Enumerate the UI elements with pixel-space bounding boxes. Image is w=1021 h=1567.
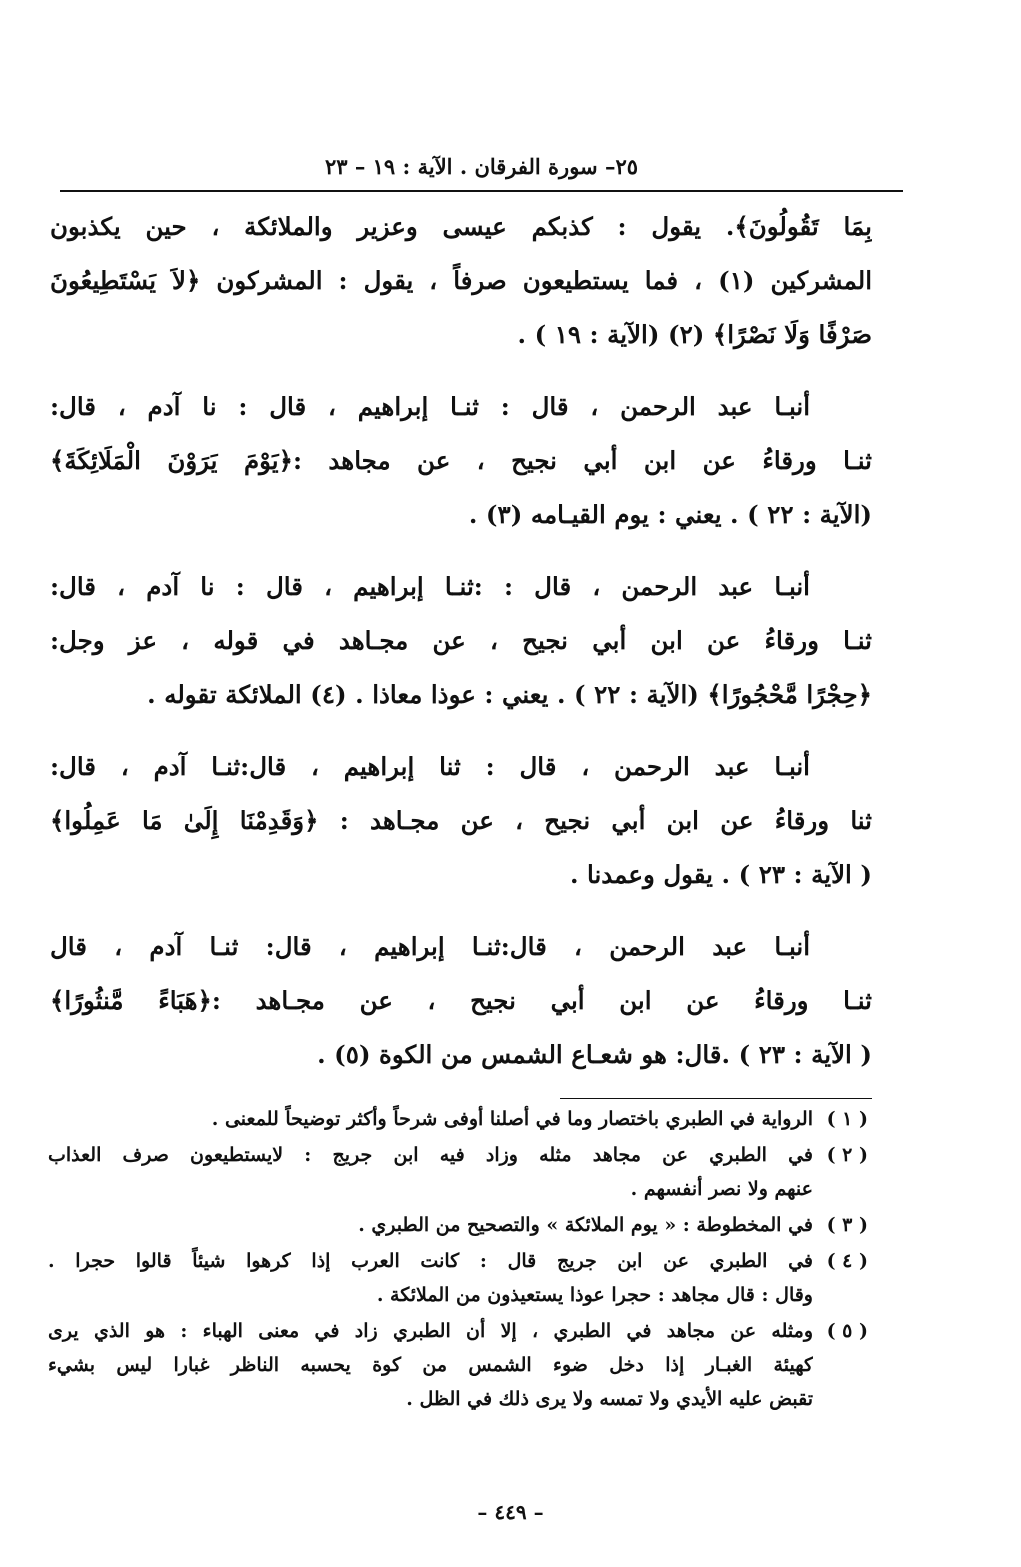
text-line: ثنا ورقاءُ عن ابن أبي نجيح ، عن مجـاهد : ﴿وَقَدِمْنَا إِلَىٰ مَا عَمِلُوا﴾ [50, 806, 872, 835]
text-line: أنبـا عبد الرحمن ، قال : ثنا إبراهيم ، قال:ثنـا آدم ، قال: [50, 752, 810, 781]
paragraph [50, 920, 872, 1082]
page-number: – ٤٤٩ – [477, 1500, 544, 1524]
text-line: ( الآية : ٢٣ ) . يقول وعمدنا . [569, 860, 872, 889]
footnote [48, 1314, 868, 1416]
footnote-line: في الطبري عن مجاهد مثله وزاد فيه ابن جريج : لايستطيعون صرف العذاب [48, 1144, 813, 1166]
footnote-line: في الطبري عن ابن جريج قال : كانت العرب إذا كرهوا شيئاً قالوا حجرا . [48, 1250, 813, 1272]
running-header: ٢٥– سورة الفرقان . الآية : ١٩ – ٢٣ [324, 154, 639, 179]
paragraph [50, 560, 872, 722]
footnote-number: ( ٣ ) [826, 1214, 868, 1236]
footnote [48, 1102, 868, 1136]
text-line: أنبـا عبد الرحمن ، قال:ثنـا إبراهيم ، قال: ثنـا آدم ، قال [50, 932, 810, 961]
text-line: بِمَا تَقُولُونَ﴾. يقول : كذبكم عيسى وعزير والملائكة ، حين يكذبون [50, 212, 872, 241]
footnote-number: ( ١ ) [826, 1108, 868, 1130]
text-line: أنبـا عبد الرحمن ، قال : ثنـا إبراهيم ، قال : نا آدم ، قال: [50, 392, 810, 421]
footnotes [48, 1102, 868, 1418]
paragraph [50, 740, 872, 902]
text-line: ثنـا ورقاءُ عن ابن أبي نجيح ، عن مجاهد :﴿يَوْمَ يَرَوْنَ الْمَلَائِكَةَ﴾ [50, 446, 872, 475]
text-line: ثنـا ورقاءُ عن ابن أبي نجيح ، عن مجـاهد :﴿هَبَاءً مَّنثُورًا﴾ [50, 986, 872, 1015]
footnote-line: في المخطوطة : « يوم الملائكة » والتصحيح من الطبري . [358, 1214, 813, 1236]
text-line: صَرْفًا وَلَا نَصْرًا﴾ (٢) (الآية : ١٩ ) . [517, 320, 872, 349]
footnote-number: ( ٢ ) [826, 1144, 868, 1166]
footnote-text [48, 1244, 813, 1312]
text-line: ﴿حِجْرًا مَّحْجُورًا﴾ (الآية : ٢٢ ) . يعني : عوذا معاذا . (٤) الملائكة تقوله . [147, 680, 872, 709]
main-text [50, 200, 872, 1100]
footnote-number: ( ٤ ) [826, 1250, 868, 1272]
footnote [48, 1208, 868, 1242]
header-divider [60, 190, 903, 192]
footnote-line: عنهم ولا نصر أنفسهم . [630, 1178, 813, 1200]
text-line: المشركين (١) ، فما يستطيعون صرفاً ، يقول : المشركون ﴿لاَ يَسْتَطِيعُونَ [50, 266, 872, 295]
text-line: ( الآية : ٢٣ ) .قال: هو شعـاع الشمس من الكوة (٥) . [317, 1040, 872, 1069]
footnote-line: ومثله عن مجاهد في الطبري ، إلا أن الطبري زاد في معنى الهباء : هو الذي يرى [48, 1320, 813, 1342]
footnote [48, 1138, 868, 1206]
text-line: ثنـا ورقاءُ عن ابن أبي نجيح ، عن مجـاهد في قوله ، عز وجل: [50, 626, 872, 655]
footnote [48, 1244, 868, 1312]
text-line: (الآية : ٢٢ ) . يعني : يوم القيـامه (٣) . [468, 500, 872, 529]
footnote-line: تقبض عليه الأيدي ولا تمسه ولا يرى ذلك في الظل . [406, 1388, 813, 1410]
footnote-divider [560, 1098, 872, 1099]
text-line: أنبـا عبد الرحمن ، قال : :ثنـا إبراهيم ، قال : نا آدم ، قال: [50, 572, 810, 601]
footnote-line: وقال : قال مجاهد : حجرا عوذا يستعيذون من الملائكة . [376, 1284, 813, 1306]
footnote-number: ( ٥ ) [826, 1320, 868, 1342]
footnote-text [48, 1102, 813, 1136]
paragraph [50, 200, 872, 362]
footnote-text [48, 1138, 813, 1206]
footnote-text [48, 1208, 813, 1242]
footnote-line: الرواية في الطبري باختصار وما في أصلنا أوفى شرحاً وأكثر توضيحاً للمعنى . [211, 1108, 813, 1130]
footnote-line: كهيئة الغبـار إذا دخل ضوء الشمس من كوة يحسبه الناظر غبارا ليس بشيء [48, 1354, 813, 1376]
footnote-text [48, 1314, 813, 1416]
paragraph [50, 380, 872, 542]
